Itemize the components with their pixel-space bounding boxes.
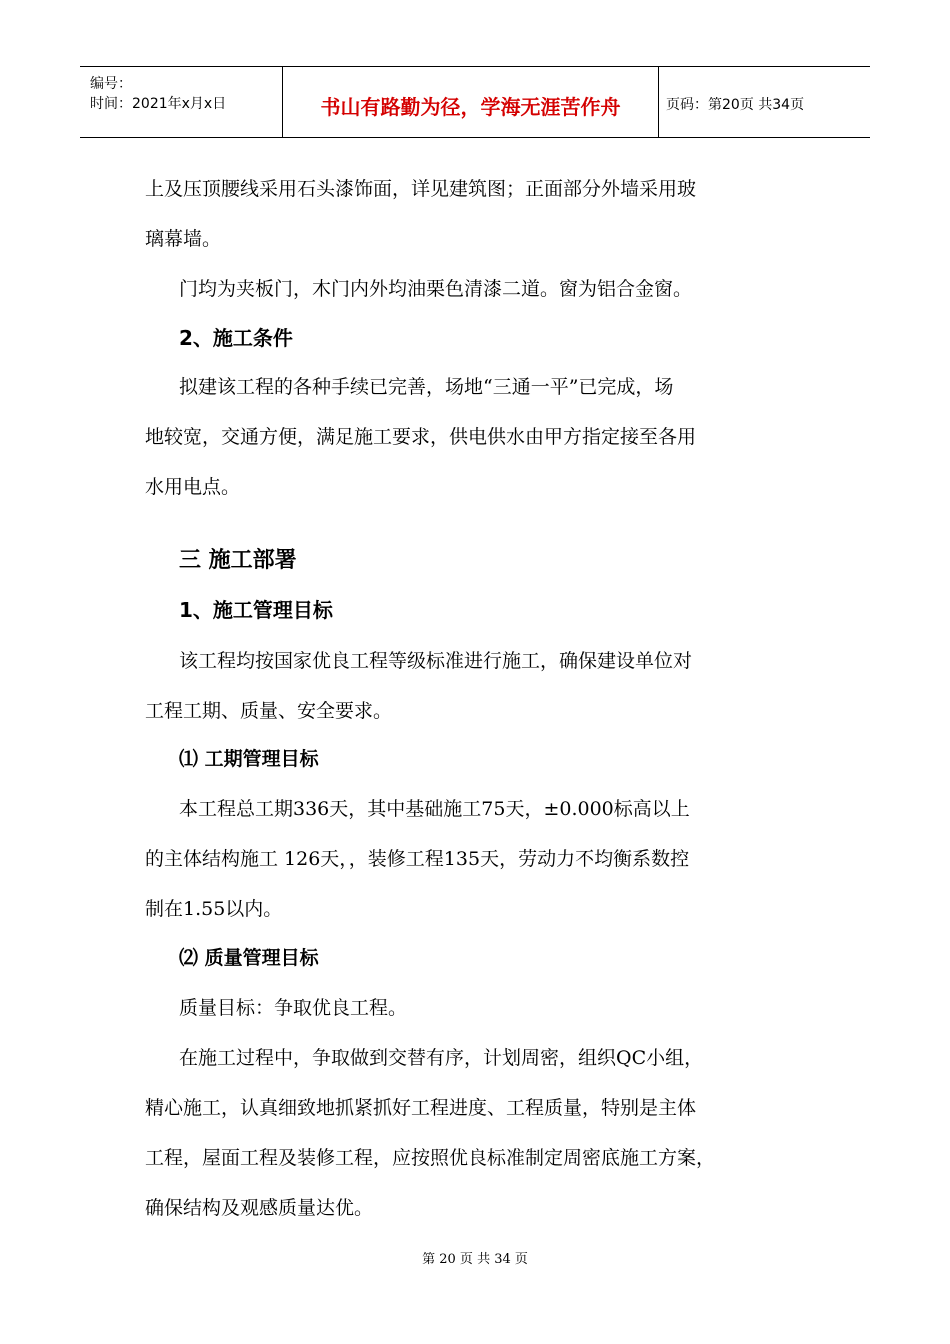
header-page-info: 页码：第20页 共34页 [666, 97, 805, 113]
document-number-label: 编号： [90, 76, 132, 92]
header-left-cell [80, 67, 282, 137]
header-right-cell [658, 67, 870, 137]
paragraph-line: 制在1.55以内。 [145, 898, 283, 920]
document-date-label: 时间：2021年x月x日 [90, 96, 227, 112]
paragraph-line: 在施工过程中，争取做到交替有序，计划周密，组织QC小组， [179, 1047, 704, 1069]
page-header [80, 66, 870, 138]
paragraph-line: 的主体结构施工 126天，，装修工程135天，劳动力不均衡系数控 [145, 848, 690, 870]
header-motto-cell [282, 67, 659, 137]
section-heading-construction-conditions: 2、施工条件 [179, 326, 293, 350]
paragraph-line: 地较宽，交通方便，满足施工要求，供电供水由甲方指定接至各用 [145, 426, 697, 448]
paragraph-line: 本工程总工期336天，其中基础施工75天，±0.000标高以上 [179, 798, 690, 820]
paragraph-line: 该工程均按国家优良工程等级标准进行施工，确保建设单位对 [179, 650, 693, 672]
header-motto: 书山有路勤为径，学海无涯苦作舟 [320, 95, 621, 119]
subsection-heading-schedule-goals: ⑴ 工期管理目标 [179, 748, 319, 770]
paragraph-line: 确保结构及观感质量达优。 [145, 1197, 374, 1219]
paragraph-line: 工程工期、质量、安全要求。 [145, 700, 393, 722]
section-heading-management-goals: 1、施工管理目标 [179, 598, 333, 622]
paragraph-line: 门均为夹板门，木门内外均油栗色清漆二道。窗为铝合金窗。 [179, 278, 693, 300]
paragraph-line: 水用电点。 [145, 476, 241, 498]
chapter-heading-construction-deployment: 三 施工部署 [179, 548, 297, 573]
paragraph-line: 工程，屋面工程及装修工程，应按照优良标准制定周密底施工方案， [145, 1147, 716, 1169]
paragraph-line: 璃幕墙。 [145, 228, 222, 250]
page-footer: 第 20 页 共 34 页 [422, 1252, 528, 1267]
paragraph-line: 上及压顶腰线采用石头漆饰面，详见建筑图；正面部分外墙采用玻 [145, 178, 697, 200]
paragraph-line: 精心施工，认真细致地抓紧抓好工程进度、工程质量，特别是主体 [145, 1097, 697, 1119]
paragraph-line: 质量目标：争取优良工程。 [179, 997, 408, 1019]
subsection-heading-quality-goals: ⑵ 质量管理目标 [179, 947, 319, 969]
paragraph-line: 拟建该工程的各种手续已完善，场地“三通一平”已完成，场 [179, 376, 674, 398]
